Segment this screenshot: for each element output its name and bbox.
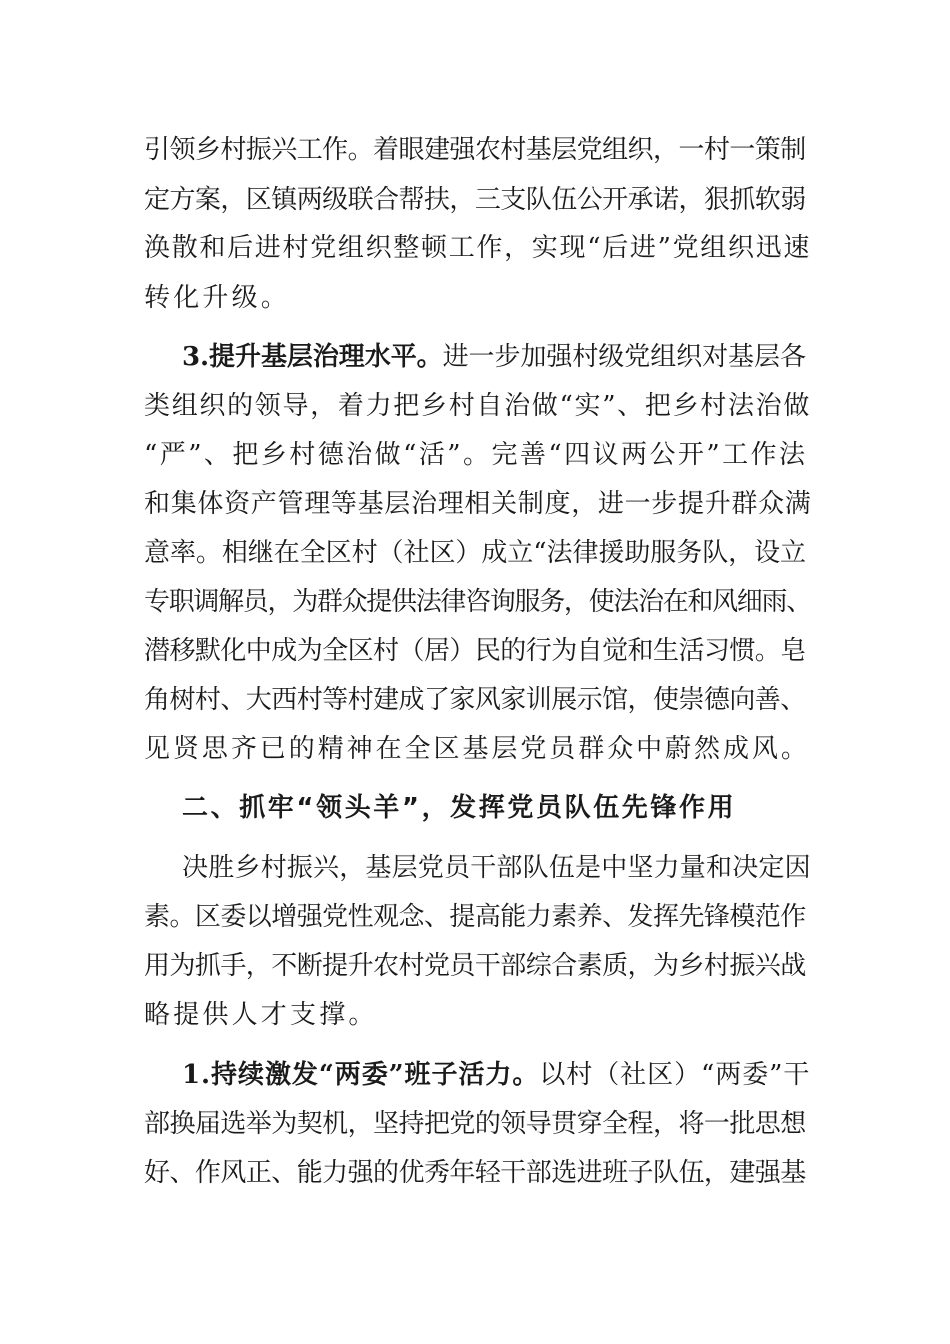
paragraph-line: 见贤思齐已的精神在全区基层党员群众中蔚然成风。 (144, 734, 810, 764)
paragraph-line: 转化升级。 (144, 283, 291, 313)
paragraph-text: 进一步加强村级党组织对基层各 (442, 342, 806, 372)
paragraph-line: 涣散和后进村党组织整顿工作，实现“后进”党组织迅速 (144, 233, 812, 263)
section-lead: 3.提升基层治理水平。 (182, 342, 443, 372)
paragraph-line: 类组织的领导，着力把乡村自治做“实”、把乡村法治做 (144, 391, 812, 421)
paragraph-line: 专职调解员，为群众提供法律咨询服务，使法治在和风细雨、 (144, 587, 811, 617)
paragraph-line: 引领乡村振兴工作。着眼建强农村基层党组织，一村一策制 (144, 135, 806, 165)
paragraph-line: 用为抓手，不断提升农村党员干部综合素质，为乡村振兴战 (144, 951, 806, 981)
paragraph-first-line: 决胜乡村振兴，基层党员干部队伍是中坚力量和决定因 (182, 853, 811, 883)
section-heading: 二、抓牢“领头羊”，发挥党员队伍先锋作用 (182, 793, 737, 823)
paragraph-line: 素。区委以增强党性观念、提高能力素养、发挥先锋模范作 (144, 902, 806, 932)
paragraph-line: 略提供人才支撑。 (144, 1000, 378, 1030)
paragraph-first-line (182, 337, 806, 377)
paragraph-line: 和集体资产管理等基层治理相关制度，进一步提升群众满 (144, 489, 812, 519)
paragraph-line: 角树村、大西村等村建成了家风家训展示馆，使崇德向善、 (144, 685, 806, 715)
paragraph-line: 好、作风正、能力强的优秀年轻干部选进班子队伍，建强基 (144, 1158, 806, 1188)
section-lead: 1.持续激发“两委”班子活力。 (182, 1060, 540, 1090)
paragraph-line: 意率。相继在全区村（社区）成立“法律援助服务队，设立 (144, 538, 806, 568)
paragraph-line: 部换届选举为契机，坚持把党的领导贯穿全程，将一批思想 (144, 1109, 806, 1139)
paragraph-first-line (182, 1055, 810, 1095)
paragraph-line: “严”、把乡村德治做“活”。完善“四议两公开”工作法 (144, 440, 808, 470)
paragraph-line: 定方案，区镇两级联合帮扶，三支队伍公开承诺，狠抓软弱 (144, 185, 806, 215)
paragraph-text: 以村（社区）“两委”干 (539, 1060, 811, 1090)
paragraph-line: 潜移默化中成为全区村（居）民的行为自觉和生活习惯。皂 (144, 636, 806, 666)
